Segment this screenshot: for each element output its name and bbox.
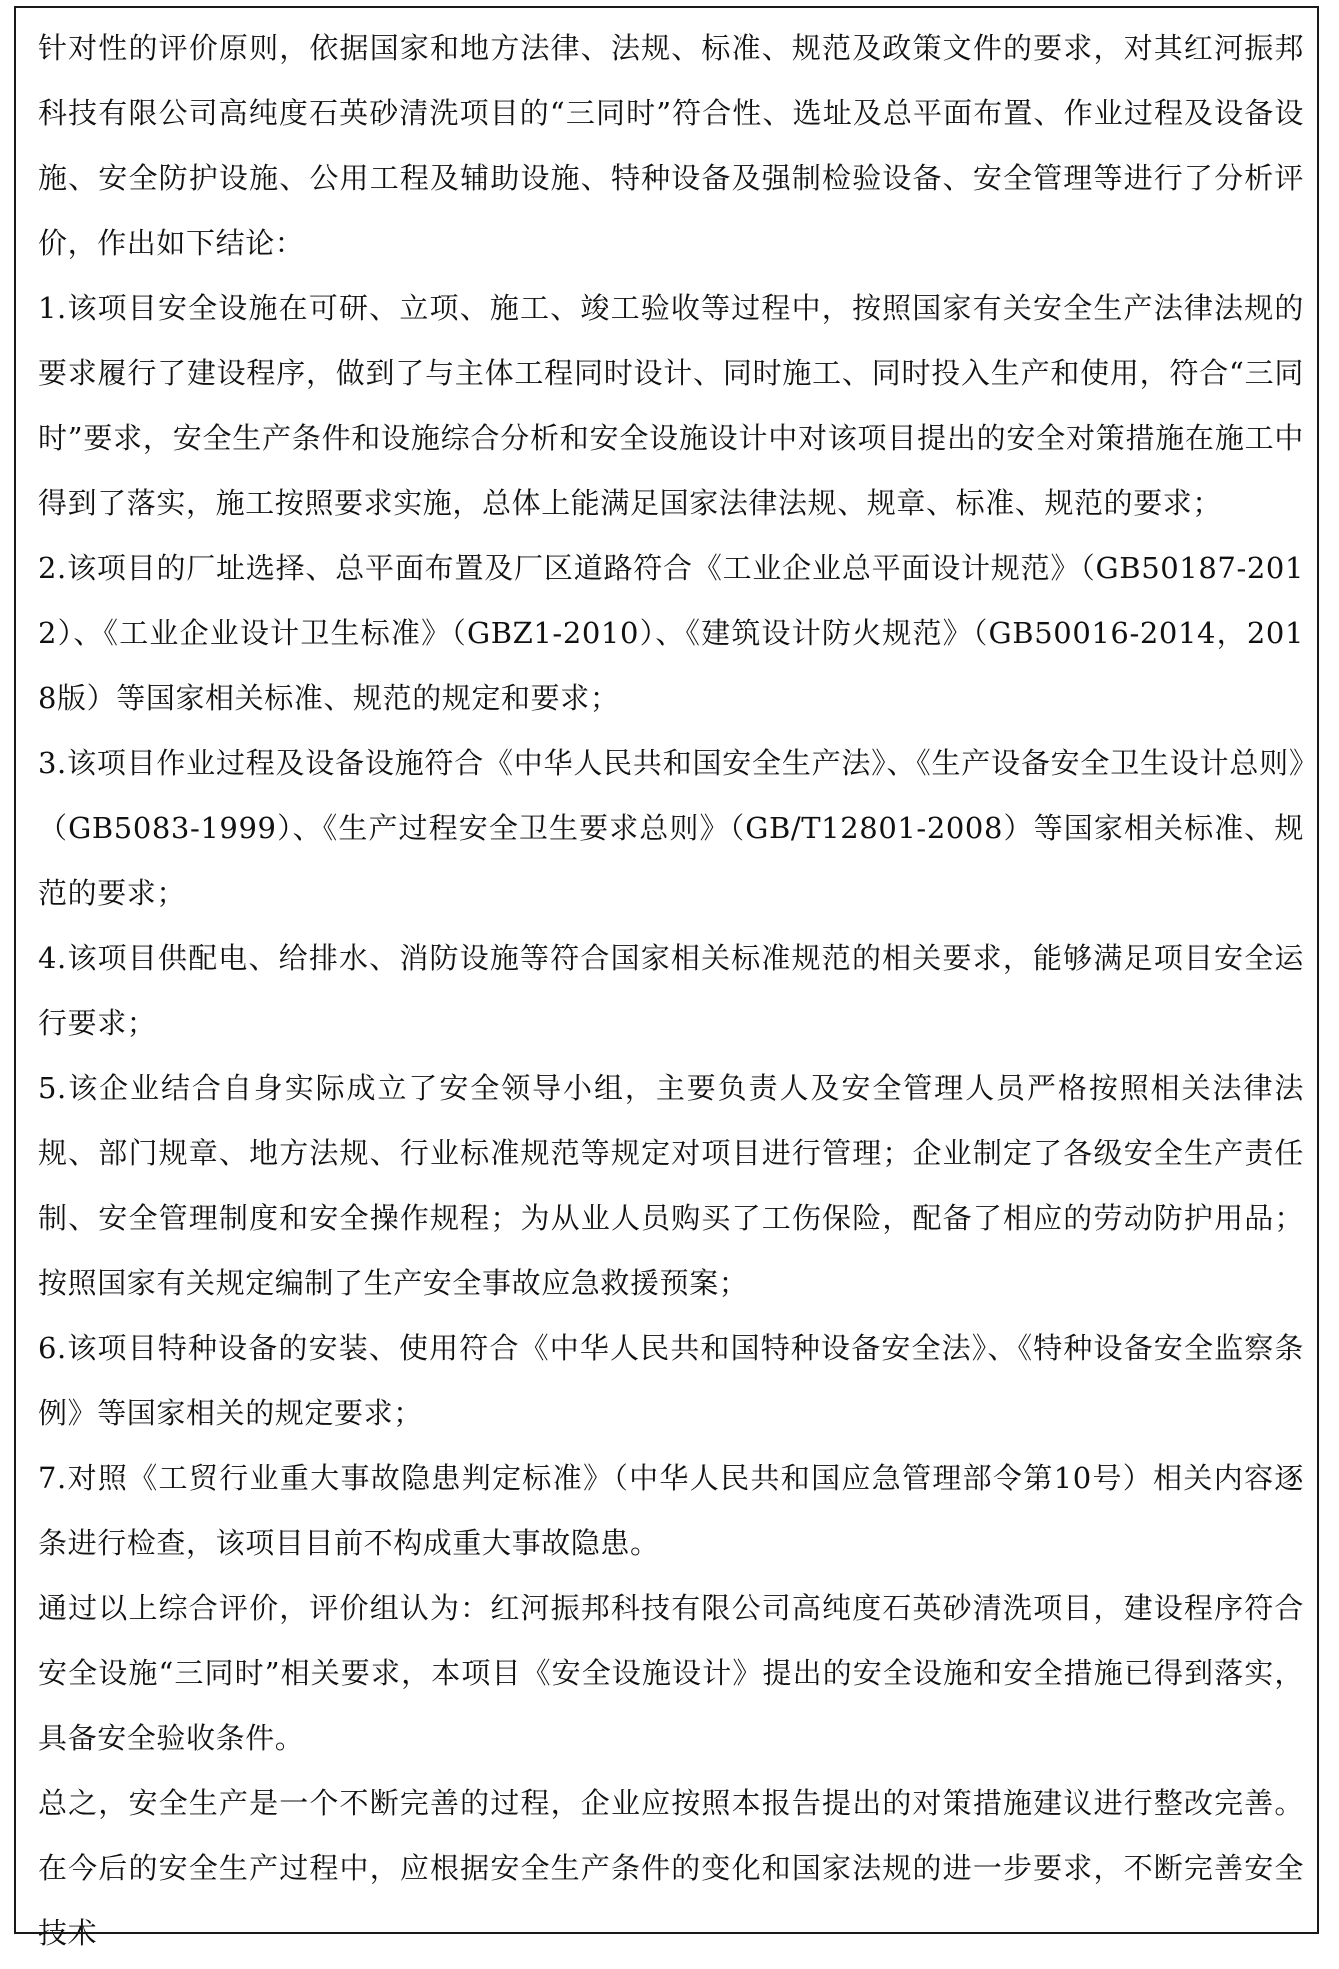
paragraph-conclusion-5: 5.该企业结合自身实际成立了安全领导小组，主要负责人及安全管理人员严格按照相关法律法规、部门规章、地方法规、行业标准规范等规定对项目进行管理；企业制定了各级安全生产责任制、安全管理制度和安全操作规程；为从业人员购买了工伤保险，配备了相应的劳动防护用品；按照国家有关规定编制了生产安全事故应急救援预案； xyxy=(38,1071,1304,1300)
paragraph-conclusion-7: 7.对照《工贸行业重大事故隐患判定标准》（中华人民共和国应急管理部令第10号）相关内容逐条进行检查，该项目目前不构成重大事故隐患。 xyxy=(38,1461,1304,1560)
paragraph-conclusion-3: 3.该项目作业过程及设备设施符合《中华人民共和国安全生产法》、《生产设备安全卫生设计总则》（GB5083-1999）、《生产过程安全卫生要求总则》（GB/T12801-2008）等国家相关标准、规范的要求； xyxy=(38,746,1304,910)
paragraph-conclusion-1: 1.该项目安全设施在可研、立项、施工、竣工验收等过程中，按照国家有关安全生产法律法规的要求履行了建设程序，做到了与主体工程同时设计、同时施工、同时投入生产和使用，符合“三同时”要求，安全生产条件和设施综合分析和安全设施设计中对该项目提出的安全对策措施在施工中得到了落实，施工按照要求实施，总体上能满足国家法律法规、规章、标准、规范的要求； xyxy=(38,291,1304,520)
paragraph-summary: 通过以上综合评价，评价组认为：红河振邦科技有限公司高纯度石英砂清洗项目，建设程序符合安全设施“三同时”相关要求，本项目《安全设施设计》提出的安全设施和安全措施已得到落实，具备安全验收条件。 xyxy=(38,1591,1304,1755)
paragraph-closing: 总之，安全生产是一个不断完善的过程，企业应按照本报告提出的对策措施建议进行整改完善。在今后的安全生产过程中，应根据安全生产条件的变化和国家法规的进一步要求，不断完善安全技术 xyxy=(38,1786,1304,1950)
paragraph-conclusion-2: 2.该项目的厂址选择、总平面布置及厂区道路符合《工业企业总平面设计规范》（GB50187-2012）、《工业企业设计卫生标准》（GBZ1-2010）、《建筑设计防火规范》（GB50016-2014，2018版）等国家相关标准、规范的规定和要求； xyxy=(38,551,1304,715)
paragraph-conclusion-6: 6.该项目特种设备的安装、使用符合《中华人民共和国特种设备安全法》、《特种设备安全监察条例》等国家相关的规定要求； xyxy=(38,1331,1304,1430)
paragraph-conclusion-4: 4.该项目供配电、给排水、消防设施等符合国家相关标准规范的相关要求，能够满足项目安全运行要求； xyxy=(38,941,1304,1040)
document-frame xyxy=(14,6,1319,1950)
document-body xyxy=(38,16,1304,1966)
paragraph-intro: 针对性的评价原则，依据国家和地方法律、法规、标准、规范及政策文件的要求，对其红河振邦科技有限公司高纯度石英砂清洗项目的“三同时”符合性、选址及总平面布置、作业过程及设备设施、安全防护设施、公用工程及辅助设施、特种设备及强制检验设备、安全管理等进行了分析评价，作出如下结论： xyxy=(38,31,1304,260)
